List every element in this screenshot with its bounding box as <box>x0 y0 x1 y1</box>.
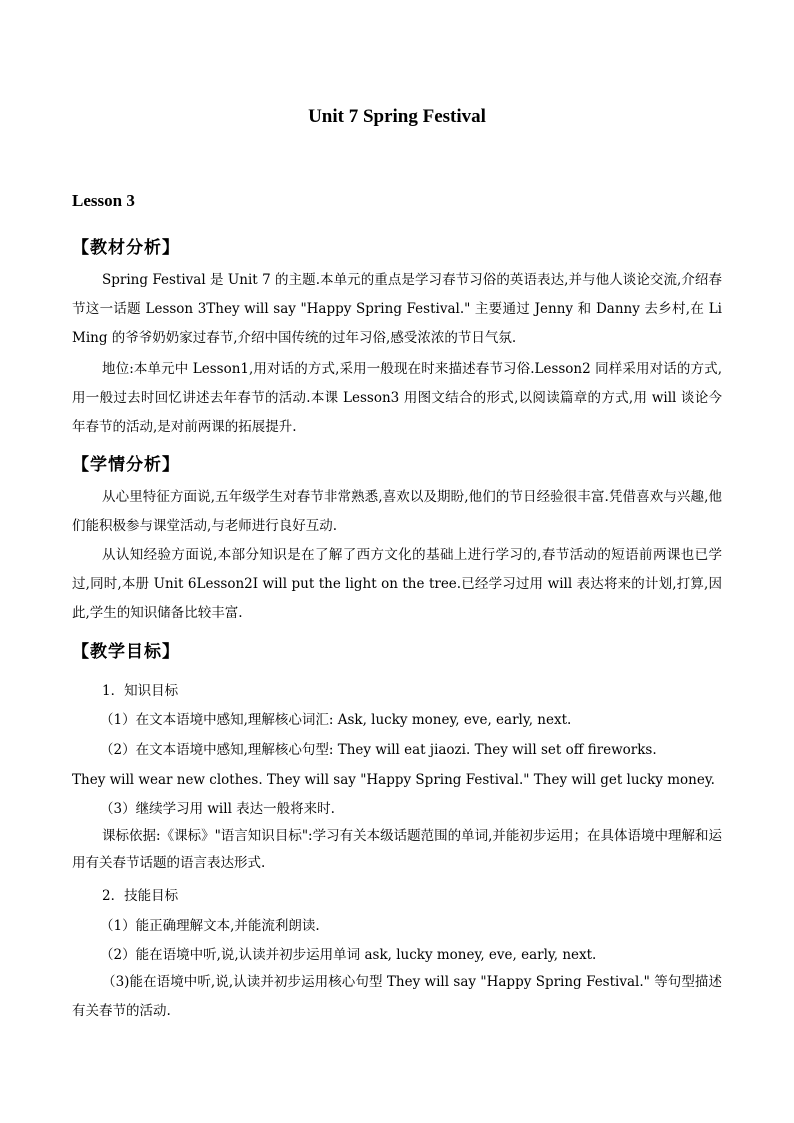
students-paragraph-2: 从认知经验方面说,本部分知识是在了解了西方文化的基础上进行学习的,春节活动的短语前两课也已学过,同时,本册 Unit 6Lesson2I will put the light on the tree.已经学习过用 will 表达将来的计划,打算,因此,学生的知识储备比较丰富. <box>72 547 722 621</box>
lesson-label: Lesson 3 <box>72 191 135 210</box>
material-paragraph-1: Spring Festival 是 Unit 7 的主题.本单元的重点是学习春节习俗的英语表达,并与他人谈论交流,介绍春节这一话题 Lesson 3They will say "Happy Spring Festival." 主要通过 Jenny 和 Danny 去乡村,在 Li Ming 的爷爷奶奶家过春节,介绍中国传统的过年习俗,感受浓浓的节日气氛. <box>72 272 722 346</box>
curriculum-basis: 课标依据:《课标》"语言知识目标":学习有关本级话题范围的单词,并能初步运用；在具体语境中理解和运用有关春节话题的语言表达形式. <box>72 828 722 871</box>
knowledge-goal-1: （1）在文本语境中感知,理解核心词汇: Ask, lucky money, eve, early, next. <box>100 712 572 728</box>
skill-goal-1: （1）能正确理解文本,并能流利朗读. <box>100 918 320 934</box>
knowledge-goal-2b: They will wear new clothes. They will say "Happy Spring Festival." They will get lucky money. <box>72 772 715 788</box>
skill-goal-2: （2）能在语境中听,说,认读并初步运用单词 ask, lucky money, eve, early, next. <box>100 947 597 963</box>
skill-goal-title: 2．技能目标 <box>102 888 179 904</box>
section-heading-material: 【教材分析】 <box>72 238 180 258</box>
document-title: Unit 7 Spring Festival <box>308 106 486 127</box>
material-paragraph-2: 地位:本单元中 Lesson1,用对话的方式,采用一般现在时来描述春节习俗.Lesson2 同样采用对话的方式,用一般过去时回忆讲述去年春节的活动.本课 Lesson3 用图文结合的形式,以阅读篇章的方式,用 will 谈论今年春节的活动,是对前两课的拓展提升. <box>72 361 722 435</box>
students-paragraph-1: 从心里特征方面说,五年级学生对春节非常熟悉,喜欢以及期盼,他们的节日经验很丰富.凭借喜欢与兴趣,他们能积极参与课堂活动,与老师进行良好互动. <box>72 489 722 534</box>
section-heading-students: 【学情分析】 <box>72 455 180 475</box>
knowledge-goal-2a: （2）在文本语境中感知,理解核心句型: They will eat jiaozi. They will set off fireworks. <box>100 742 657 758</box>
knowledge-goal-title: 1．知识目标 <box>102 683 179 699</box>
section-heading-goals: 【教学目标】 <box>72 642 180 662</box>
skill-goal-3: （3)能在语境中听,说,认读并初步运用核心句型 They will say "Happy Spring Festival." 等句型描述有关春节的活动. <box>72 974 722 1019</box>
knowledge-goal-3: （3）继续学习用 will 表达一般将来时. <box>100 801 335 817</box>
